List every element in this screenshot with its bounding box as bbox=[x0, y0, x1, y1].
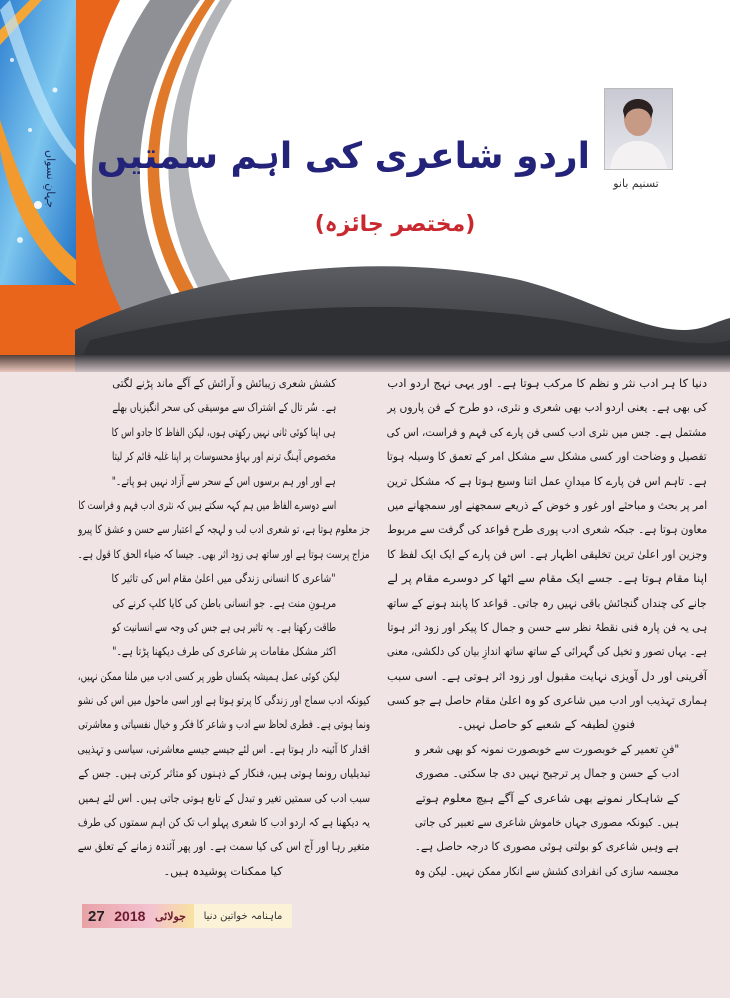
text-line bbox=[385, 470, 707, 494]
text-line-content: جز معلوم ہوتا ہے، تو شعری ادب لب و لہجہ کے اعتبار سے حسن و عشق کا پیرو bbox=[77, 523, 370, 537]
text-line bbox=[385, 567, 707, 591]
text-line bbox=[110, 445, 336, 469]
section-label: جہانِ نسواں bbox=[44, 150, 57, 208]
text-line-content: لیکن کوئی عمل ہمیشہ یکساں طور پر کسی ادب میں ملنا ممکن نہیں، bbox=[78, 669, 340, 683]
text-line bbox=[76, 811, 370, 835]
text-line-content: تفصیل و وضاحت اور کسی مشکل سے مشکل امر کے تعمق کا وسیلہ ہوتا bbox=[387, 450, 707, 464]
issue-year: 2018 bbox=[114, 908, 146, 924]
article-title: اردو شاعری کی اہم سمتیں bbox=[96, 136, 590, 177]
text-line-content: ہے۔ سُر تال کے اشتراک سے موسیقی کی سحر انگیزیاں بھلے bbox=[112, 401, 336, 415]
text-line-content: اسے دوسرے الفاظ میں ہم کہہ سکتے ہیں کہ نثری ادب فہم و فراست کا bbox=[78, 498, 336, 512]
text-line-content: اکثر مشکل مقامات پر شاعری کی طرف دیکھنا پڑتا ہے۔" bbox=[112, 645, 336, 659]
text-line-content: مشتمل ہے۔ جس میں نثری ادب کسی فن پارے کی فہم و فراست، اس کی bbox=[386, 425, 707, 439]
text-line bbox=[110, 372, 336, 396]
text-line-content: ہی یہ فن پارہ فنی نقطۂ نظر سے حسن و جمال کا پیکر اور زود اثر ہوتا bbox=[387, 620, 707, 634]
text-line-content: ہے۔ تاہم اس فن پارے کا میدانِ عمل اتنا وسیع ہوتا ہے کہ مشکل ترین bbox=[386, 474, 707, 488]
text-line-content: کشش شعری زیبائش و آرائش کے آگے ماند پڑنے لگتی bbox=[111, 377, 336, 390]
article-subtitle: (مختصر جائزہ) bbox=[314, 212, 476, 237]
text-line-content: ادب کے حسن و جمال پر ترجیح نہیں دی جا سکتی۔ مصوری bbox=[414, 767, 679, 781]
text-line-content: یہ دیکھنا ہے کہ اردو ادب کا شعری پہلو اب تک کن اہم سمتوں کی طرف bbox=[77, 816, 370, 830]
text-line bbox=[413, 762, 679, 786]
text-line-content: سبب ادب کی سمتیں تغیر و تبدل کے تابع ہوتی جاتی ہیں۔ اس لئے ہمیں bbox=[77, 791, 370, 805]
text-line-content: آفرینی اور دل آویزی نہایت مقبول اور زود اثر ہوتی ہے۔ اسی سبب bbox=[386, 669, 707, 683]
text-line bbox=[110, 396, 336, 420]
text-line-content: ہے وہیں شاعری کو بولتی ہوئی مصوری کا درجہ حاصل ہے۔ bbox=[415, 840, 679, 854]
text-line-content: ہے اور اور ہم برسوں اس کے سحر سے آزاد نہیں ہو پاتے۔" bbox=[112, 474, 336, 488]
text-line bbox=[385, 689, 707, 713]
text-line-content: مخصوص آہنگ ترنم اور بہاؤ محسوسات پر اپنا غلبہ قائم کر لیتا bbox=[111, 450, 336, 464]
text-line bbox=[413, 811, 679, 835]
text-line bbox=[110, 470, 336, 494]
text-line-content: فنونِ لطیفہ کے شعبے کو حاصل نہیں۔ bbox=[456, 718, 636, 732]
text-line bbox=[76, 543, 370, 567]
text-line bbox=[385, 543, 707, 567]
text-line bbox=[385, 665, 707, 689]
text-line-content: "فنِ تعمیر کے خوبصورت سے خوبصورت نمونہ کو بھی شعر و bbox=[414, 742, 679, 756]
text-line bbox=[385, 396, 707, 420]
text-line-content: طاقت رکھتا ہے۔ یہ تاثیر ہی ہے جس کی وجہ سے انسانیت کو bbox=[111, 620, 336, 634]
text-line bbox=[110, 592, 336, 616]
author-name: تسنیم بانو bbox=[613, 177, 659, 190]
text-line bbox=[76, 665, 340, 689]
issue-month: جولائی bbox=[155, 910, 186, 923]
article-column-right bbox=[385, 372, 707, 884]
text-line-content: مجسمہ سازی کی انفرادی کشش سے انکار ممکن نہیں۔ لیکن وہ bbox=[414, 864, 679, 878]
text-line-content: "شاعری کا انسانی زندگی میں اعلیٰ مقام اس کی تاثیر کا bbox=[111, 572, 336, 586]
text-line-content: ہے۔ یہاں تصور و تخیل کی گہرائی کے ساتھ ساتھ اندازِ بیان کی دلکشی، معنی bbox=[386, 645, 707, 659]
text-line bbox=[385, 616, 707, 640]
author-photo bbox=[604, 88, 673, 170]
text-line bbox=[385, 713, 707, 737]
text-line-content: کی بھی ہے۔ یعنی اردو ادب بھی شعری و نثری، دو طرح کے فن پاروں پر bbox=[387, 401, 707, 415]
footer-date-box bbox=[82, 904, 194, 928]
magazine-name: ماہنامہ خواتین دنیا bbox=[194, 904, 292, 928]
text-line-content: ونما ہوتی ہے۔ فطری لحاظ سے ادب و شاعر کا فکر و خیال نفسیاتی و معاشرتی bbox=[78, 718, 370, 732]
text-line bbox=[385, 372, 707, 396]
text-line bbox=[110, 616, 336, 640]
page-footer bbox=[82, 904, 292, 928]
text-line bbox=[385, 445, 707, 469]
article-column-left bbox=[76, 372, 370, 884]
text-line-content: کے شاہکار نمونے بھی شاعری کے آگے ہیچ معلوم ہوتے bbox=[415, 791, 679, 805]
text-line bbox=[110, 567, 336, 591]
text-line-content: مزاج پرست ہوتا ہے اور ساتھ ہی زود اثر بھی۔ جیسا کہ ضیاء الحق کا قول ہے۔ bbox=[78, 547, 370, 561]
text-line-content: امر پر بحث و مباحثے اور غور و خوض کے ذریعے سمجھنے اور سمجھانے میں bbox=[387, 498, 707, 512]
text-line bbox=[76, 738, 370, 762]
text-line bbox=[385, 494, 707, 518]
text-line bbox=[76, 518, 370, 542]
text-line bbox=[76, 713, 370, 737]
text-line-content: دنیا کا ہر ادب نثر و نظم کا مرکب ہوتا ہے۔ اور یہی نہج اردو ادب bbox=[387, 377, 707, 390]
text-line bbox=[413, 738, 679, 762]
text-line bbox=[76, 835, 370, 859]
text-line-content: اقدار کا آئینہ دار ہوتا ہے۔ اس لئے جیسے جیسے معاشرتی، سیاسی و تہذیبی bbox=[77, 742, 370, 756]
text-line bbox=[110, 421, 336, 445]
text-line bbox=[413, 860, 679, 884]
text-line bbox=[385, 518, 707, 542]
text-line bbox=[76, 762, 370, 786]
text-line bbox=[76, 787, 370, 811]
text-line-content: ہیں۔ کیونکہ مصوری جہاں خاموش شاعری سے تعبیر کی جاتی bbox=[415, 816, 679, 830]
text-line-content: معاون ہوتا ہے۔ جبکہ شعری ادب پوری طرح قواعد کی گرفت سے مربوط bbox=[387, 523, 707, 537]
page-number: 27 bbox=[88, 907, 105, 925]
text-line-content: ہماری تہذیب اور ادب میں شاعری کو وہ اعلیٰ مقام حاصل ہے جو کسی bbox=[387, 694, 707, 708]
text-line bbox=[385, 592, 707, 616]
text-line-content: ہی اپنا کوئی ثانی نہیں رکھتی ہوں، لیکن الفاظ کا جادو اس کا bbox=[111, 425, 336, 439]
text-line bbox=[385, 640, 707, 664]
text-line bbox=[76, 494, 336, 518]
text-line-content: وجزین اور اعلیٰ ترین تخلیقی اظہار ہے۔ اس فن پارے کے ایک ایک لفظ کا bbox=[387, 547, 707, 561]
text-line bbox=[413, 835, 679, 859]
text-line bbox=[76, 860, 370, 884]
text-line bbox=[76, 689, 370, 713]
text-line bbox=[413, 787, 679, 811]
text-line-content: جانے کی چنداں گنجائش باقی نہیں رہ جاتی۔ قواعد کا پابند ہونے کے ساتھ bbox=[386, 596, 707, 610]
text-line bbox=[385, 421, 707, 445]
header-banner bbox=[0, 0, 730, 372]
text-line-content: اپنا مقام ہوتا ہے۔ جسے ایک مقام سے اٹھا کر دوسرے مقام پر لے bbox=[386, 572, 707, 586]
text-line-content: تبدیلیاں رونما ہوتی ہیں، فنکار کے ذہنوں کو متاثر کرتی ہیں۔ جس کے bbox=[77, 767, 370, 781]
text-line-content: مرہونِ منت ہے۔ جو انسانی باطن کی کایا کلپ کرنے کی bbox=[112, 596, 336, 610]
text-line-content: کیا ممکنات پوشیدہ ہیں۔ bbox=[163, 864, 283, 878]
text-line bbox=[110, 640, 336, 664]
text-line-content: کیونکہ ادب سماج اور زندگی کا پرتو ہوتا ہے اور اسی ماحول میں اس کی نشو bbox=[78, 694, 370, 708]
text-line-content: متغیر رہا اور آج اس کی کیا سمت ہے۔ اور پھر آئندہ زمانے کے تعلق سے bbox=[77, 840, 370, 854]
